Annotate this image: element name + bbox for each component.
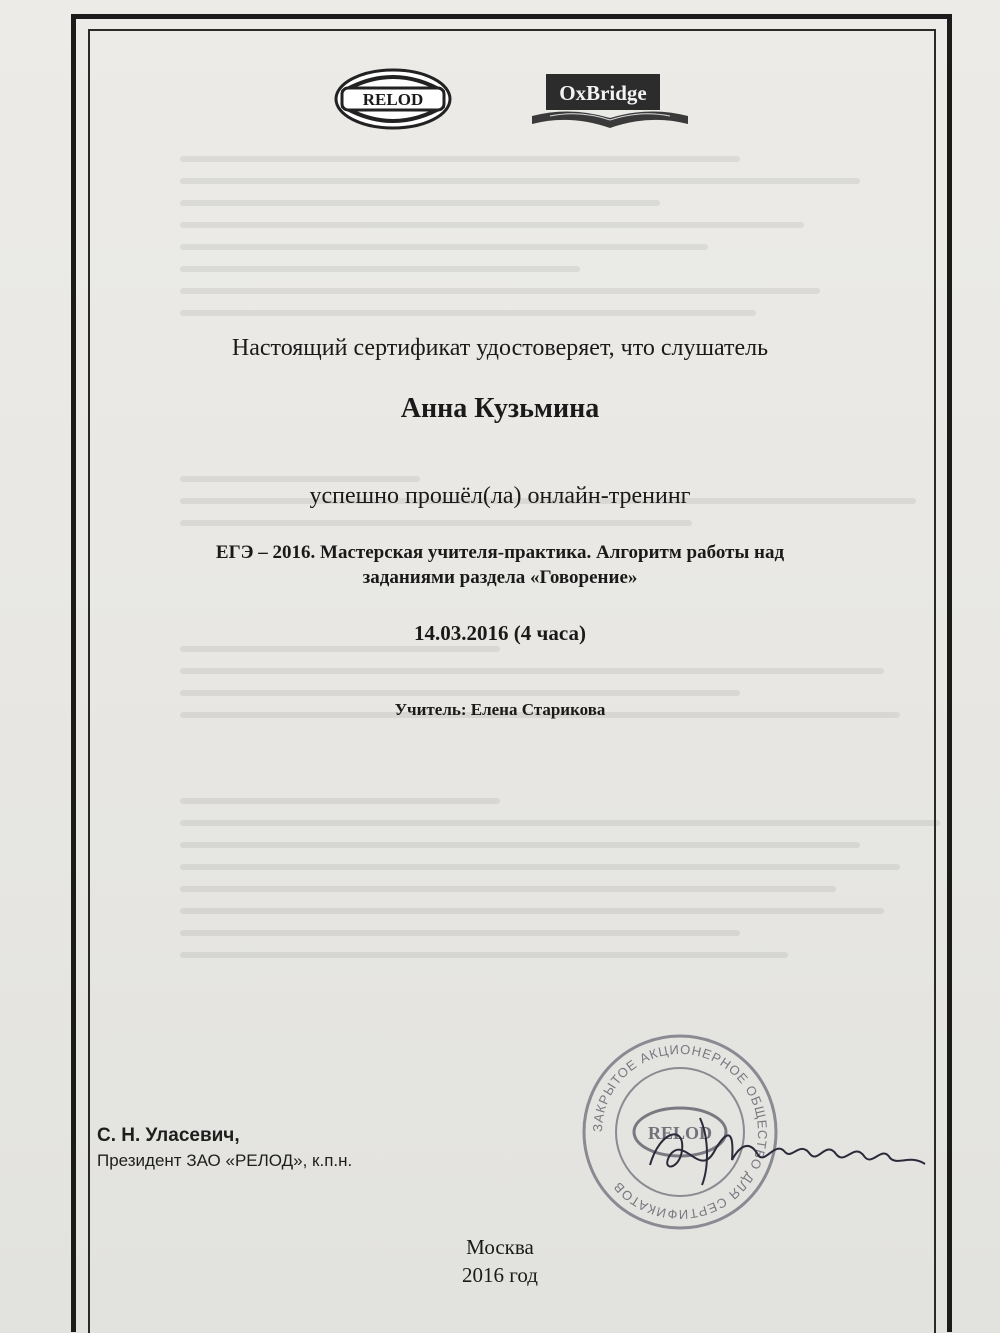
course-title-line-2: заданиями раздела «Говорение» <box>362 567 638 588</box>
course-title-line-1: ЕГЭ – 2016. Мастерская учителя-практика. Алгоритм работы над <box>215 542 785 563</box>
teacher-name: Учитель: Елена Старикова <box>394 700 606 719</box>
city: Москва <box>466 1235 534 1259</box>
oxbridge-logo-text: OxBridge <box>559 81 647 105</box>
relod-logo <box>334 68 452 130</box>
seal-center-text: RELOD <box>647 1123 713 1143</box>
seal-ring-text: ЗАКРЫТОЕ АКЦИОНЕРНОЕ ОБЩЕСТВО ДЛЯ СЕРТИФИКАТОВ <box>589 1041 771 1223</box>
handwritten-signature <box>640 1110 930 1190</box>
city-year <box>100 1233 900 1289</box>
relod-logo-text: RELOD <box>362 90 424 109</box>
course-title <box>100 540 900 590</box>
recipient-name: Анна Кузьмина <box>400 393 600 424</box>
training-date: 14.03.2016 (4 часа) <box>414 621 586 645</box>
year: 2016 год <box>462 1263 538 1287</box>
signatory-name: С. Н. Уласевич, <box>97 1125 240 1146</box>
completion-text: успешно прошёл(ла) онлайн-тренинг <box>309 483 691 509</box>
signatory-role: Президент ЗАО «РЕЛОД», к.п.н. <box>97 1151 353 1170</box>
oxbridge-logo <box>530 72 690 132</box>
certificate-intro: Настоящий сертификат удостоверяет, что слушатель <box>231 335 769 361</box>
signatory-block <box>97 1125 352 1171</box>
